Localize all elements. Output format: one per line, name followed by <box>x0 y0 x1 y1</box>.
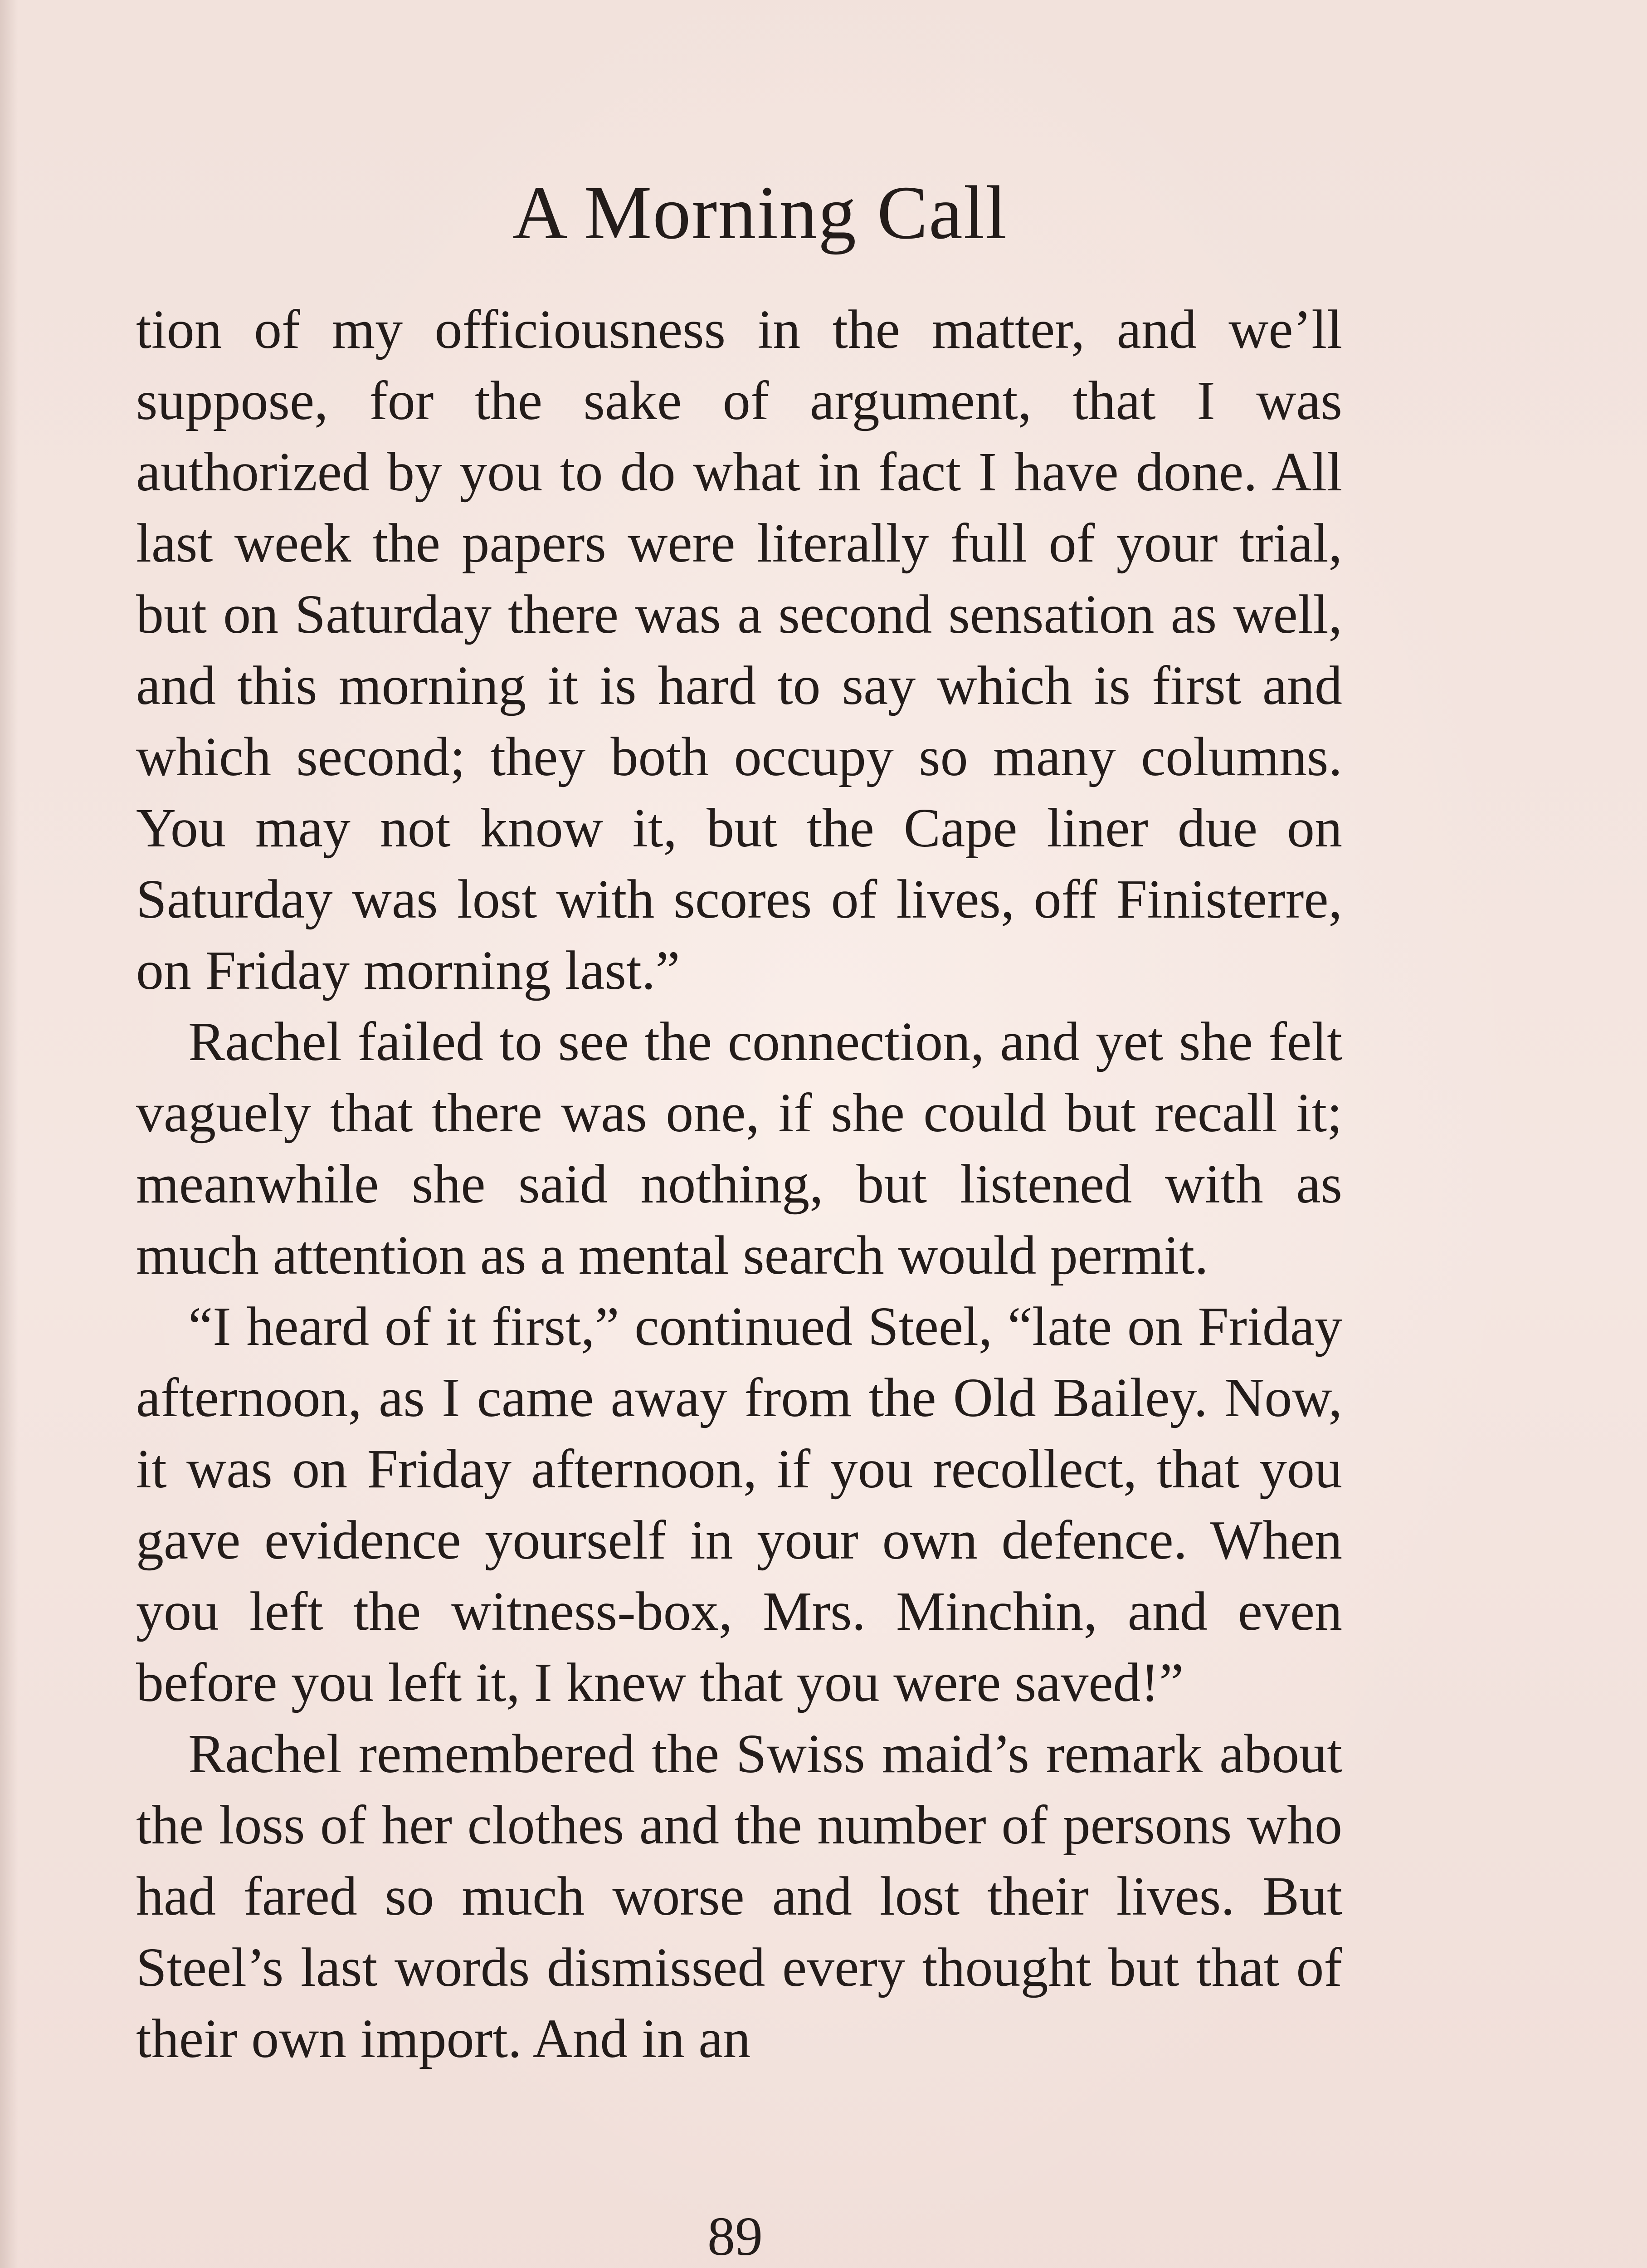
page-number: 89 <box>707 2206 763 2267</box>
running-head: A Morning Call <box>512 171 1008 255</box>
paragraph: “I heard of it first,” continued Steel, “late on Friday afternoon, as I came away from the Old Bailey. Now, it was on Friday afternoon, if you recollect, that you gave evidence yourself in your own defence. When you left the witness-box, Mrs. Minchin, and even before you left it, I knew that you were saved!” <box>136 1296 1342 1713</box>
paragraph: tion of my officiousness in the matter, and we’ll suppose, for the sake of argument, that I was authorized by you to do what in fact I have done. All last week the papers were literally full of your trial, but on Saturday there was a second sensation as well, and this morning it is hard to say which is first and which second; they both occupy so many columns. You may not know it, but the Cape liner due on Saturday was lost with scores of lives, off Finisterre, on Friday morning last.” <box>136 299 1342 1001</box>
body-text <box>136 294 1342 2074</box>
paragraph: Rachel failed to see the connection, and yet she felt vaguely that there was one, if she could but recall it; meanwhile she said nothing, but listened with as much attention as a mental search would permit. <box>136 1011 1342 1286</box>
paragraph: Rachel remembered the Swiss maid’s remark about the loss of her clothes and the number of persons who had fared so much worse and lost their lives. But Steel’s last words dismissed every thought but that of their own import. And in an <box>136 1723 1342 2069</box>
page-edge-shadow <box>0 0 18 2268</box>
